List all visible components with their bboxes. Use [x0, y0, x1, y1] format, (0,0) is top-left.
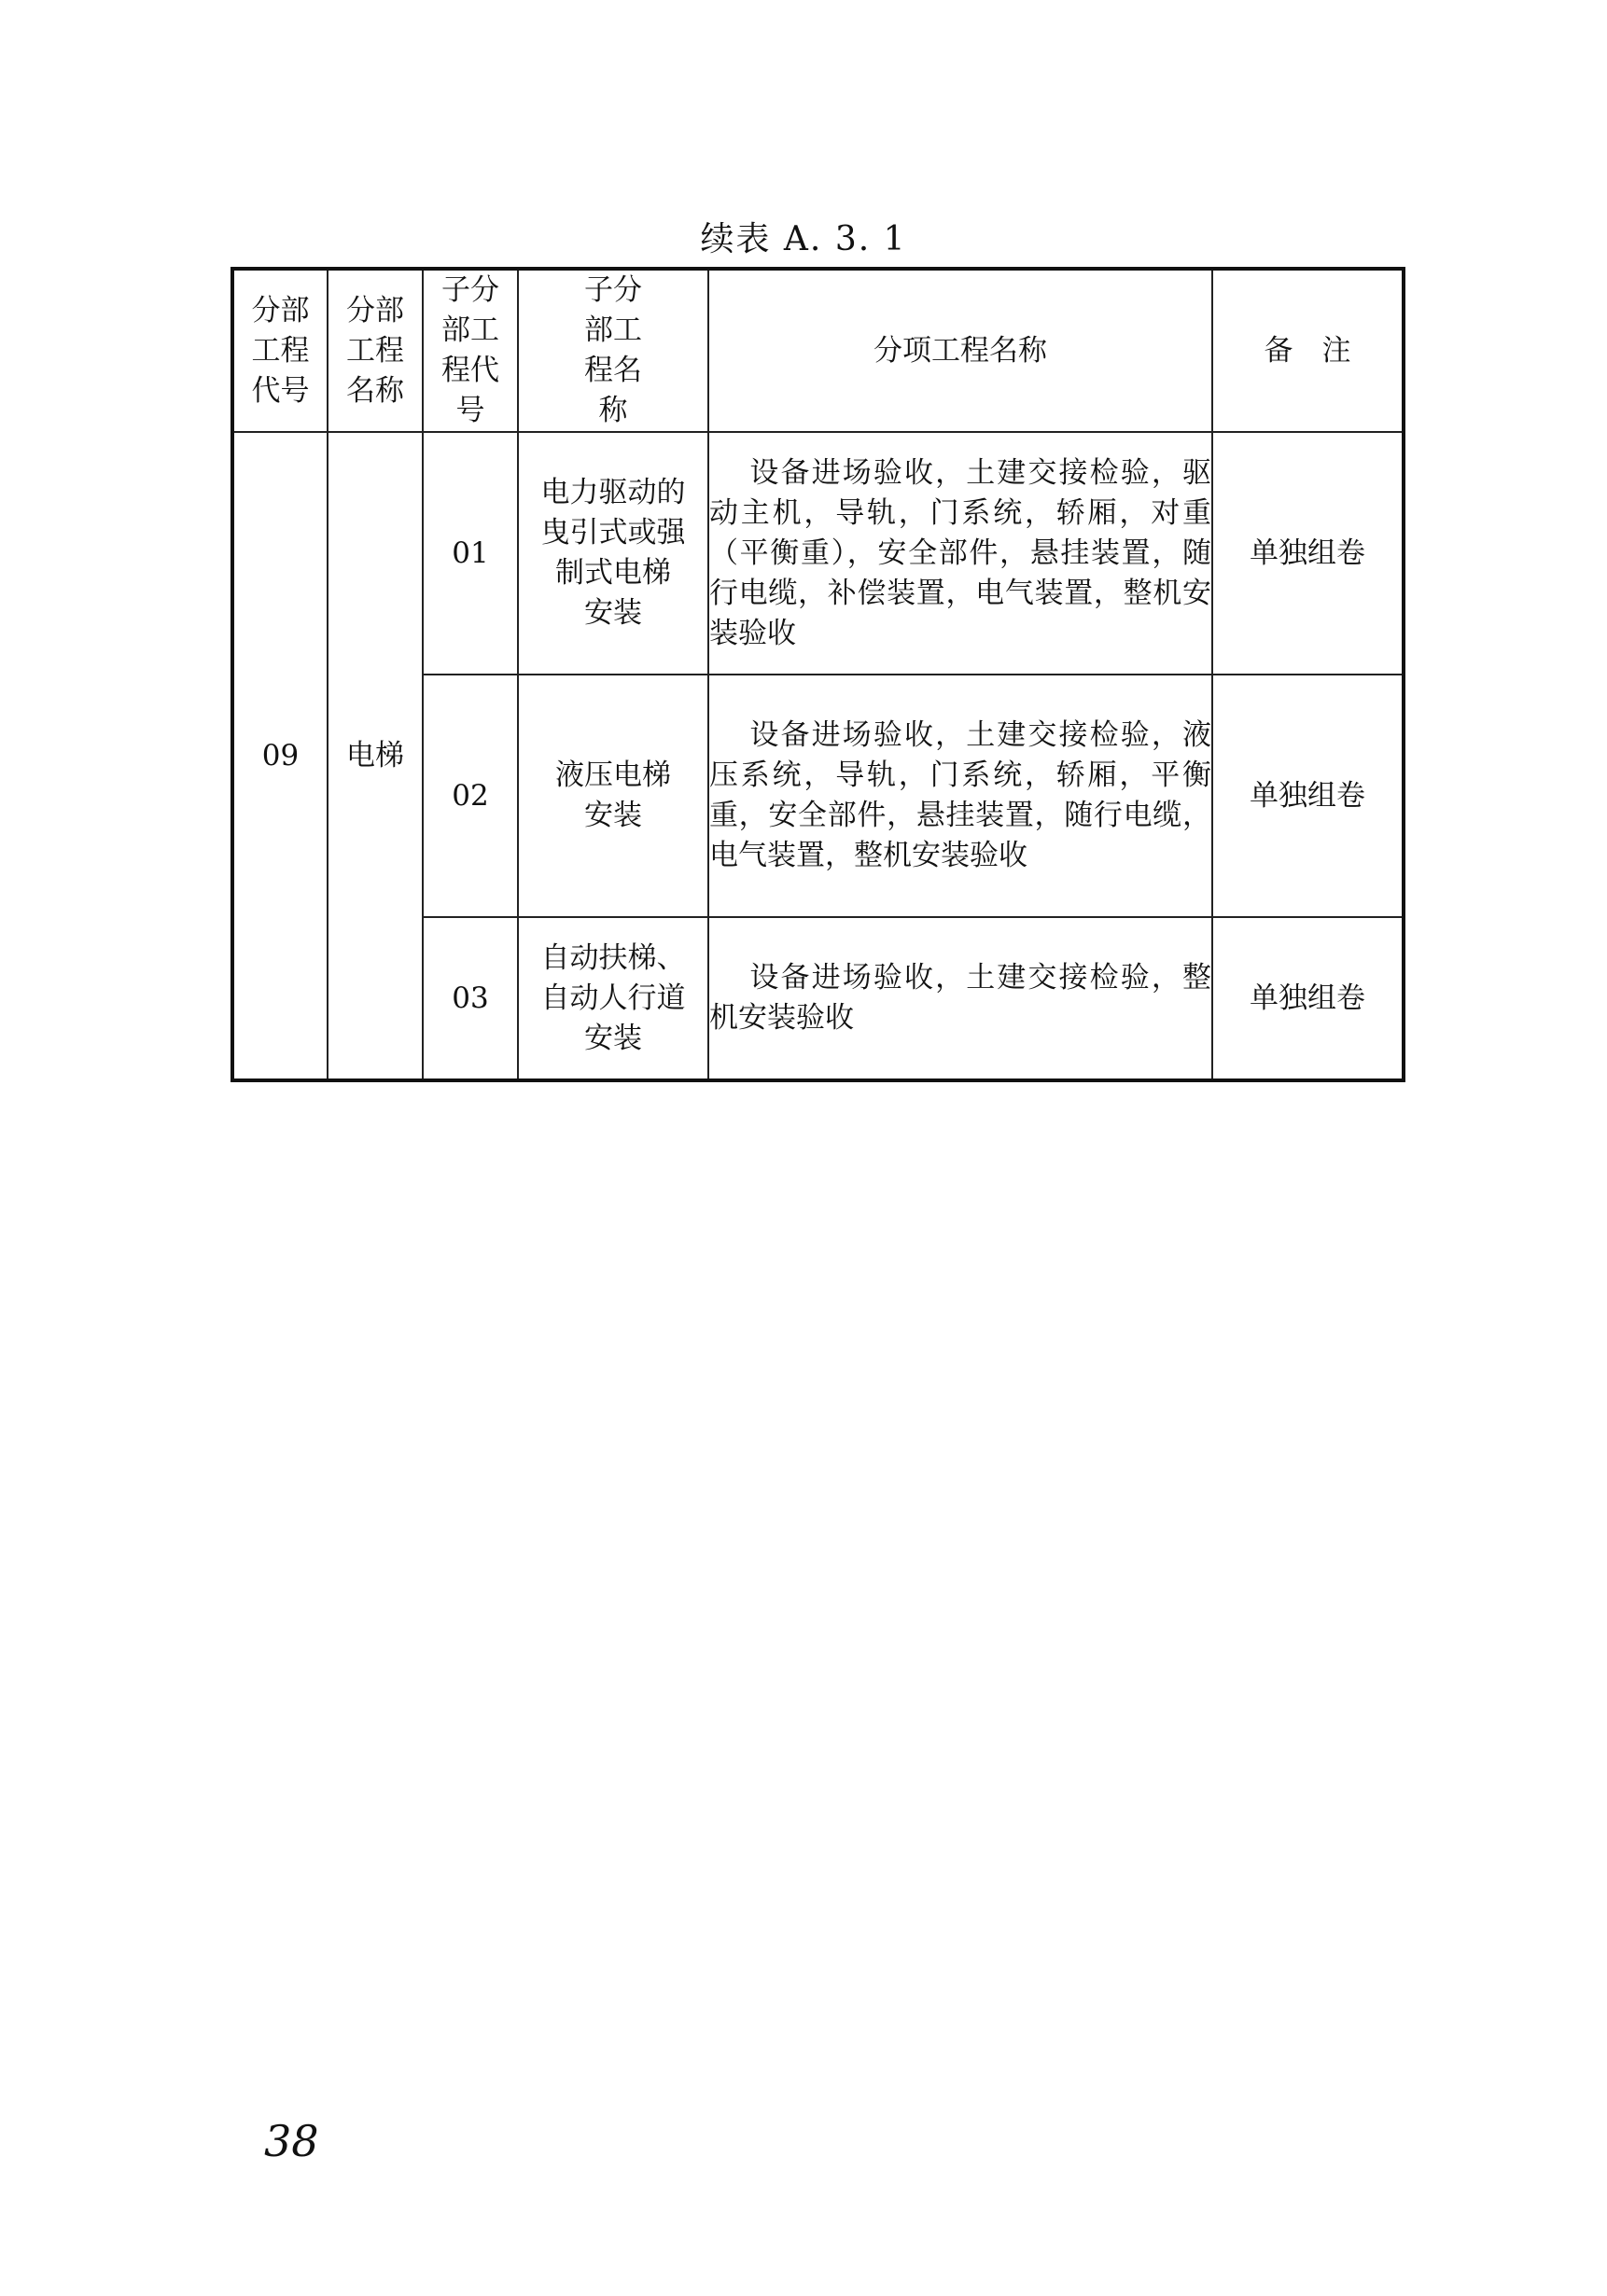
subdivision-name-cell: 电力驱动的 曳引式或强 制式电梯 安装	[518, 432, 708, 675]
subdivision-code-cell: 03	[423, 917, 518, 1080]
division-name-cell: 电梯	[328, 432, 423, 1080]
page-number: 38	[264, 2116, 319, 2166]
remarks-cell: 单独组卷	[1212, 917, 1404, 1080]
header-subdivision-code: 子分 部工 程代 号	[423, 269, 518, 432]
header-row	[232, 269, 1404, 432]
item-names-cell: 设备进场验收，土建交接检验，整机安装验收	[708, 917, 1212, 1080]
subdivision-name-cell: 液压电梯 安装	[518, 675, 708, 917]
remarks-cell: 单独组卷	[1212, 675, 1404, 917]
header-item-names: 分项工程名称	[708, 269, 1212, 432]
subdivision-name-cell: 自动扶梯、 自动人行道 安装	[518, 917, 708, 1080]
header-division-code: 分部 工程 代号	[232, 269, 328, 432]
item-names-cell: 设备进场验收，土建交接检验，液压系统，导轨，门系统，轿厢，平衡重，安全部件，悬挂装置，随行电缆，电气装置，整机安装验收	[708, 675, 1212, 917]
remarks-cell: 单独组卷	[1212, 432, 1404, 675]
table-caption: 续表 A. 3. 1	[700, 220, 907, 258]
division-code-cell: 09	[232, 432, 328, 1080]
header-subdivision-name: 子分 部工 程名 称	[518, 269, 708, 432]
header-division-name: 分部 工程 名称	[328, 269, 423, 432]
subdivision-code-cell: 02	[423, 675, 518, 917]
item-names-cell: 设备进场验收，土建交接检验，驱动主机，导轨，门系统，轿厢，对重（平衡重），安全部件，悬挂装置，随行电缆，补偿装置，电气装置，整机安装验收	[708, 432, 1212, 675]
subdivision-code-cell: 01	[423, 432, 518, 675]
sub-division-table	[231, 267, 1405, 1082]
table-row	[232, 432, 1404, 675]
header-remarks: 备 注	[1212, 269, 1404, 432]
